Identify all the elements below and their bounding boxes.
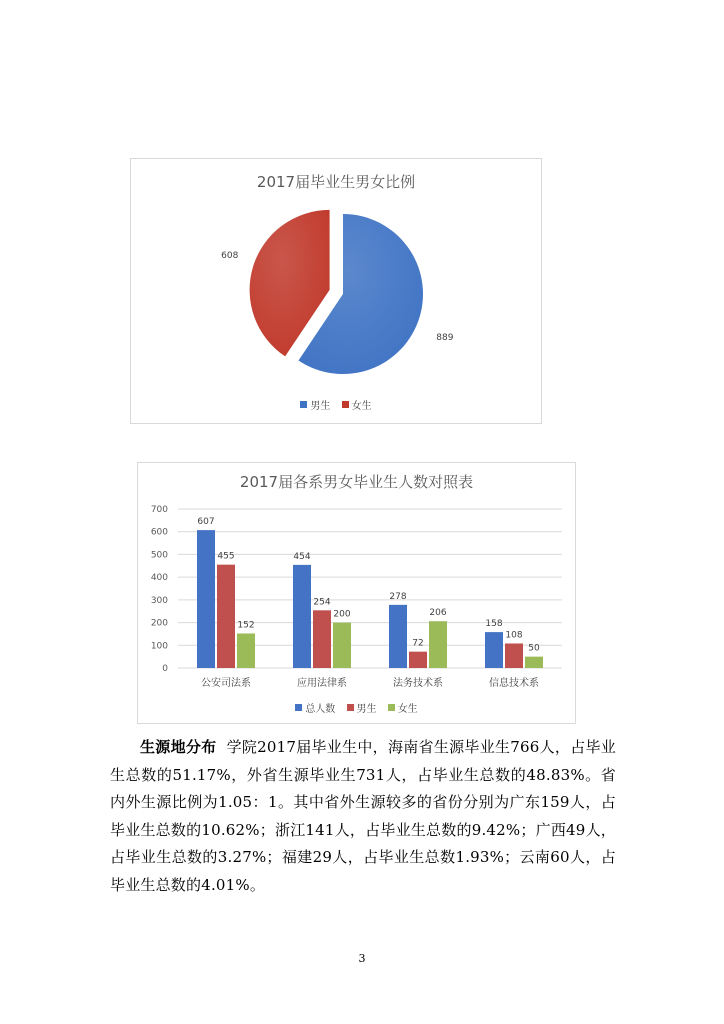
- legend-label-male: 男生: [310, 401, 331, 412]
- pie-legend: [131, 397, 541, 412]
- bar-data-label: 206: [429, 608, 447, 619]
- legend-swatch-male: [347, 704, 354, 711]
- x-category-label: 法务技术系: [393, 678, 443, 689]
- section-heading: 生源地分布: [140, 738, 217, 756]
- bar-1-1: [313, 610, 331, 668]
- bar-data-label: 254: [313, 597, 331, 608]
- legend-item-female: [388, 700, 418, 715]
- x-category-label: 应用法律系: [297, 678, 347, 689]
- legend-item-male: [300, 397, 330, 412]
- legend-swatch-female: [342, 401, 349, 408]
- y-tick-label: 0: [162, 664, 168, 674]
- bar-3-1: [505, 643, 523, 668]
- x-category-label: 公安司法系: [201, 678, 251, 689]
- legend-label-female: 女生: [351, 401, 372, 412]
- paragraph-text: 学院2017届毕业生中，海南省生源毕业生766人，占毕业生总数的51.17%，外省生源毕业生731人，占毕业生总数的48.83%。省内外生源比例为1.05：1。其中省外生源较多的省份分别为广东159人，占毕业生总数的10.62%；浙江141人，占毕业生总数的9.42%；广西49人，占毕业生总数的3.27%；福建29人，占毕业生总数1.93%；云南60人，占毕业生总数的4.01%。: [110, 738, 616, 894]
- bar-0-1: [217, 565, 235, 668]
- bar-1-0: [293, 565, 311, 668]
- x-category-label: 信息技术系: [489, 678, 539, 689]
- bar-data-label: 455: [217, 551, 235, 562]
- bar-plot: [138, 463, 575, 693]
- bar-data-label: 607: [197, 517, 215, 528]
- bar-data-label: 454: [293, 551, 311, 562]
- bar-data-label: 72: [412, 638, 424, 649]
- page-number: 3: [358, 952, 366, 965]
- bar-3-0: [485, 632, 503, 668]
- legend-item-female: [342, 397, 372, 412]
- legend-label-female: 女生: [397, 704, 418, 715]
- pie-chart-title: 2017届毕业生男女比例: [256, 173, 416, 191]
- bar-chart-title: 2017届各系男女毕业生人数对照表: [239, 473, 474, 491]
- y-tick-label: 200: [150, 618, 168, 629]
- bar-2-1: [409, 652, 427, 668]
- bar-2-0: [389, 605, 407, 668]
- pie-data-label-male: 889: [436, 332, 454, 343]
- legend-label-total: 总人数: [305, 704, 336, 715]
- y-tick-label: 100: [150, 641, 168, 652]
- legend-item-total: [295, 700, 335, 715]
- bar-data-label: 158: [485, 619, 503, 630]
- y-tick-label: 600: [150, 527, 168, 538]
- legend-swatch-female: [388, 704, 395, 711]
- bar-0-2: [237, 633, 255, 668]
- pie-data-label-female: 608: [221, 251, 239, 262]
- gender-pie-chart: [130, 158, 542, 424]
- department-bar-chart: [137, 462, 576, 724]
- y-tick-label: 700: [150, 505, 168, 515]
- bar-data-label: 278: [389, 591, 407, 602]
- bar-legend: [138, 700, 575, 715]
- y-tick-label: 400: [150, 573, 168, 584]
- bar-data-label: 152: [237, 620, 255, 631]
- pie-plot: [131, 159, 541, 389]
- legend-label-male: 男生: [356, 704, 377, 715]
- bar-2-2: [429, 621, 447, 668]
- legend-item-male: [347, 700, 377, 715]
- legend-swatch-total: [295, 704, 302, 711]
- y-tick-label: 300: [150, 595, 168, 606]
- bar-data-label: 50: [528, 643, 540, 654]
- bar-data-label: 108: [505, 630, 523, 641]
- bar-3-2: [525, 657, 543, 668]
- bar-0-0: [197, 530, 215, 668]
- bar-1-2: [333, 623, 351, 668]
- legend-swatch-male: [300, 401, 307, 408]
- y-tick-label: 500: [150, 550, 168, 561]
- bar-data-label: 200: [333, 609, 351, 620]
- body-paragraph: [110, 734, 616, 899]
